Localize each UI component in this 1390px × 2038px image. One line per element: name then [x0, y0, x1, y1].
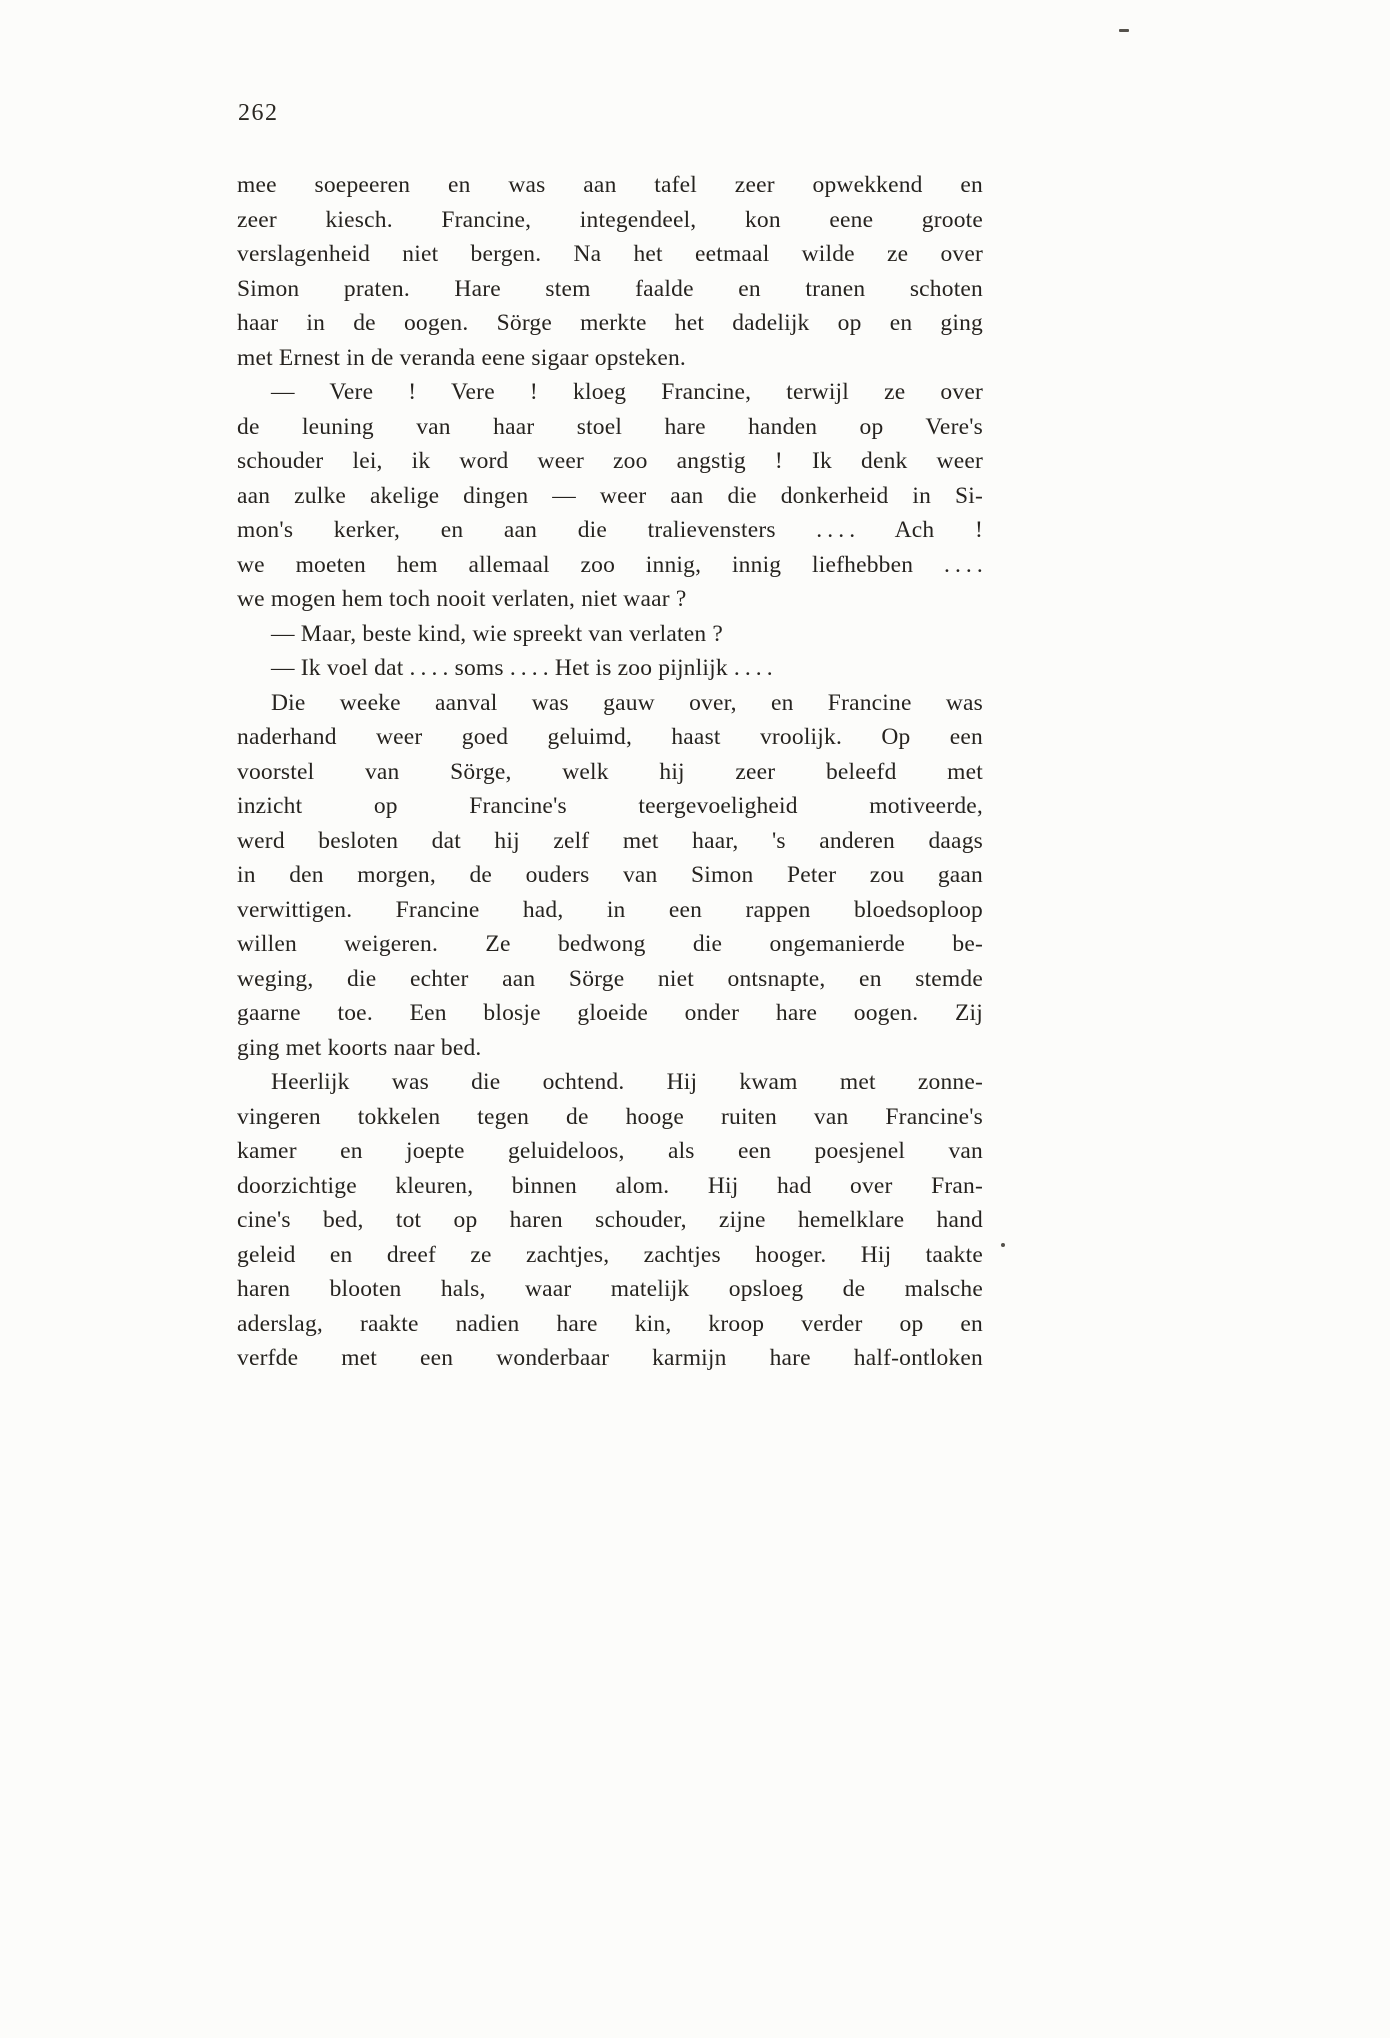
- text-block: [237, 168, 983, 1376]
- text-line: verslagenheid niet bergen. Na het eetmaal wilde ze over: [237, 241, 983, 267]
- text-line: zeer kiesch. Francine, integendeel, kon eene groote: [237, 206, 983, 233]
- text-line: weging, die echter aan Sörge niet ontsnapte, en stemde: [237, 965, 983, 992]
- text-line: schouder lei, ik word weer zoo angstig ! Ik denk weer: [237, 448, 983, 474]
- text-line: werd besloten dat hij zelf met haar, 's anderen daags: [237, 827, 983, 854]
- text-line: naderhand weer goed geluimd, haast vroolijk. Op een: [237, 724, 983, 750]
- paragraph: [237, 375, 983, 617]
- text-line: aderslag, raakte nadien hare kin, kroop verder op en: [237, 1310, 983, 1337]
- text-line: vingeren tokkelen tegen de hooge ruiten van Francine's: [237, 1103, 983, 1130]
- paragraph: [237, 651, 983, 686]
- text-line: we mogen hem toch nooit verlaten, niet waar ?: [237, 586, 687, 612]
- text-line: we moeten hem allemaal zoo innig, innig liefhebben . . . .: [237, 551, 983, 578]
- text-line: — Ik voel dat . . . . soms . . . . Het is zoo pijnlijk . . . .: [271, 655, 773, 681]
- text-line: verwittigen. Francine had, in een rappen bloedsoploop: [237, 896, 983, 923]
- text-line: doorzichtige kleuren, binnen alom. Hij had over Fran-: [237, 1172, 983, 1199]
- page-number: 262: [238, 100, 279, 126]
- text-line: met Ernest in de veranda eene sigaar opsteken.: [237, 344, 686, 371]
- text-line: — Vere ! Vere ! kloeg Francine, terwijl ze over: [271, 379, 983, 405]
- text-line: inzicht op Francine's teergevoeligheid motiveerde,: [237, 793, 983, 819]
- text-line: haren blooten hals, waar matelijk opsloeg de malsche: [237, 1276, 983, 1302]
- text-line: kamer en joepte geluideloos, als een poesjenel van: [237, 1138, 983, 1164]
- paragraph: [237, 168, 983, 375]
- paragraph: [237, 617, 983, 652]
- text-line: willen weigeren. Ze bedwong die ongemanierde be-: [237, 931, 983, 957]
- text-line: mee soepeeren en was aan tafel zeer opwekkend en: [237, 172, 983, 198]
- paragraph: [237, 686, 983, 1066]
- text-line: in den morgen, de ouders van Simon Peter zou gaan: [237, 862, 983, 888]
- text-line: ging met koorts naar bed.: [237, 1034, 482, 1061]
- text-line: Simon praten. Hare stem faalde en tranen schoten: [237, 275, 983, 302]
- text-line: gaarne toe. Een blosje gloeide onder hare oogen. Zij: [237, 1000, 983, 1026]
- text-line: aan zulke akelige dingen — weer aan die donkerheid in Si-: [237, 482, 983, 509]
- text-line: Die weeke aanval was gauw over, en Francine was: [271, 689, 983, 716]
- paragraph: [237, 1065, 983, 1376]
- text-line: haar in de oogen. Sörge merkte het dadelijk op en ging: [237, 310, 983, 336]
- text-line: — Maar, beste kind, wie spreekt van verlaten ?: [271, 620, 723, 647]
- text-line: Heerlijk was die ochtend. Hij kwam met zonne-: [271, 1069, 983, 1095]
- scan-artifact-dash: [1119, 29, 1129, 32]
- text-line: verfde met een wonderbaar karmijn hare half-ontloken: [237, 1345, 983, 1371]
- text-line: voorstel van Sörge, welk hij zeer beleefd met: [237, 758, 983, 785]
- scan-artifact-dot: [1001, 1243, 1005, 1247]
- text-line: geleid en dreef ze zachtjes, zachtjes hooger. Hij taakte: [237, 1241, 983, 1268]
- text-line: mon's kerker, en aan die tralievensters . . . . Ach !: [237, 517, 983, 543]
- text-line: cine's bed, tot op haren schouder, zijne hemelklare hand: [237, 1207, 983, 1233]
- text-line: de leuning van haar stoel hare handen op Vere's: [237, 413, 983, 440]
